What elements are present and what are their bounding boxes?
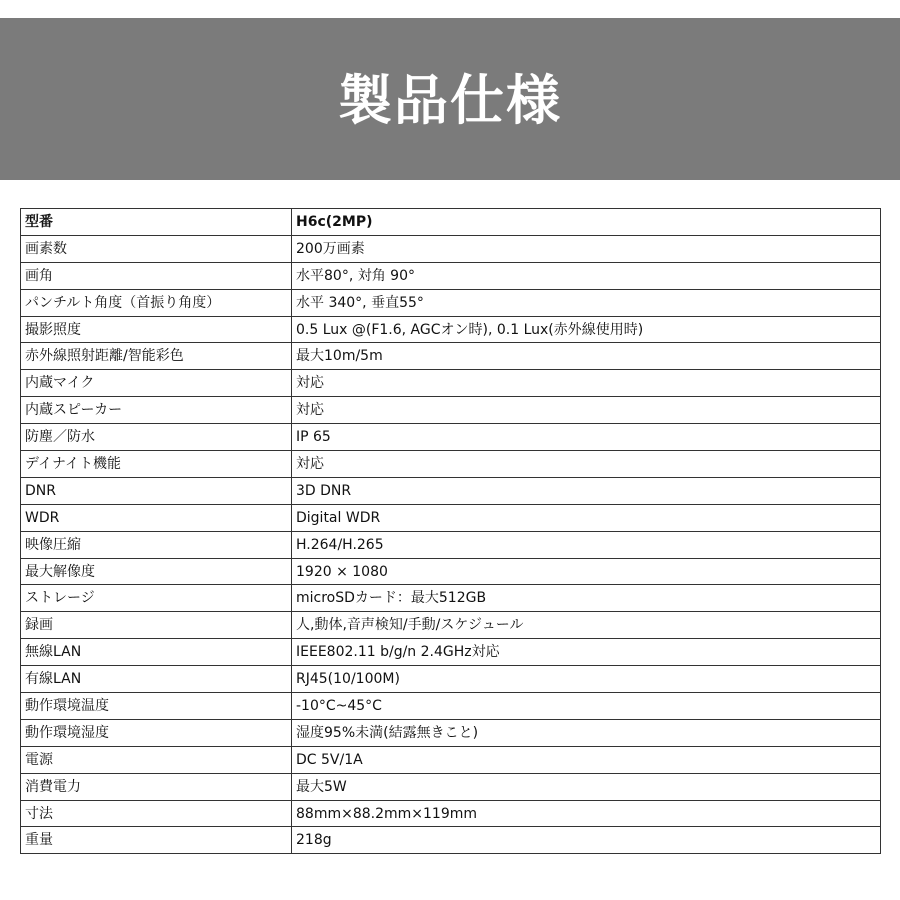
table-row xyxy=(21,343,881,370)
spec-label: 防塵／防水 xyxy=(21,424,292,451)
spec-label: 消費電力 xyxy=(21,773,292,800)
table-row xyxy=(21,585,881,612)
spec-label: DNR xyxy=(21,477,292,504)
spec-value: IEEE802.11 b/g/n 2.4GHz対応 xyxy=(292,639,881,666)
spec-label: 無線LAN xyxy=(21,639,292,666)
spec-value: 湿度95%未満(結露無きこと) xyxy=(292,719,881,746)
spec-value: RJ45(10/100M) xyxy=(292,666,881,693)
spec-table xyxy=(20,208,881,854)
spec-label: 録画 xyxy=(21,612,292,639)
spec-value: 218g xyxy=(292,827,881,854)
table-row xyxy=(21,746,881,773)
table-row xyxy=(21,558,881,585)
spec-value: Digital WDR xyxy=(292,504,881,531)
spec-value: IP 65 xyxy=(292,424,881,451)
spec-label: 有線LAN xyxy=(21,666,292,693)
spec-label: 重量 xyxy=(21,827,292,854)
table-row xyxy=(21,262,881,289)
table-row xyxy=(21,531,881,558)
spec-label: パンチルト角度（首振り角度） xyxy=(21,289,292,316)
table-row xyxy=(21,719,881,746)
spec-value: DC 5V/1A xyxy=(292,746,881,773)
table-row xyxy=(21,289,881,316)
spec-value: 対応 xyxy=(292,397,881,424)
table-row xyxy=(21,451,881,478)
spec-label: 型番 xyxy=(21,209,292,236)
spec-label: 内蔵スピーカー xyxy=(21,397,292,424)
spec-label: 電源 xyxy=(21,746,292,773)
header-band xyxy=(0,18,900,180)
spec-value: 最大5W xyxy=(292,773,881,800)
table-row xyxy=(21,827,881,854)
spec-value: 3D DNR xyxy=(292,477,881,504)
spec-label: 動作環境湿度 xyxy=(21,719,292,746)
spec-value: microSDカード：最大512GB xyxy=(292,585,881,612)
spec-value: -10°C~45°C xyxy=(292,693,881,720)
table-row xyxy=(21,235,881,262)
spec-label: 寸法 xyxy=(21,800,292,827)
table-row xyxy=(21,424,881,451)
spec-value: 水平 340°, 垂直55° xyxy=(292,289,881,316)
spec-value: H.264/H.265 xyxy=(292,531,881,558)
spec-value: 88mm×88.2mm×119mm xyxy=(292,800,881,827)
table-row xyxy=(21,800,881,827)
table-row xyxy=(21,612,881,639)
table-row xyxy=(21,504,881,531)
spec-label: 内蔵マイク xyxy=(21,370,292,397)
spec-value: 0.5 Lux @(F1.6, AGCオン時), 0.1 Lux(赤外線使用時) xyxy=(292,316,881,343)
spec-value: 人,動体,音声検知/手動/スケジュール xyxy=(292,612,881,639)
spec-label: 赤外線照射距離/智能彩色 xyxy=(21,343,292,370)
spec-label: 画角 xyxy=(21,262,292,289)
table-row xyxy=(21,666,881,693)
spec-label: ストレージ xyxy=(21,585,292,612)
spec-value: 水平80°, 対角 90° xyxy=(292,262,881,289)
spec-value: 最大10m/5m xyxy=(292,343,881,370)
spec-label: デイナイト機能 xyxy=(21,451,292,478)
spec-value: H6c(2MP) xyxy=(292,209,881,236)
spec-value: 200万画素 xyxy=(292,235,881,262)
spec-label: 画素数 xyxy=(21,235,292,262)
page-title: 製品仕様 xyxy=(338,69,562,132)
spec-value: 対応 xyxy=(292,370,881,397)
table-row xyxy=(21,397,881,424)
table-row xyxy=(21,639,881,666)
table-row xyxy=(21,773,881,800)
table-row xyxy=(21,477,881,504)
spec-label: 動作環境温度 xyxy=(21,693,292,720)
spec-label: 最大解像度 xyxy=(21,558,292,585)
spec-label: WDR xyxy=(21,504,292,531)
table-row xyxy=(21,693,881,720)
table-row xyxy=(21,316,881,343)
spec-label: 撮影照度 xyxy=(21,316,292,343)
table-row xyxy=(21,370,881,397)
table-row xyxy=(21,209,881,236)
spec-label: 映像圧縮 xyxy=(21,531,292,558)
spec-value: 1920 × 1080 xyxy=(292,558,881,585)
spec-value: 対応 xyxy=(292,451,881,478)
